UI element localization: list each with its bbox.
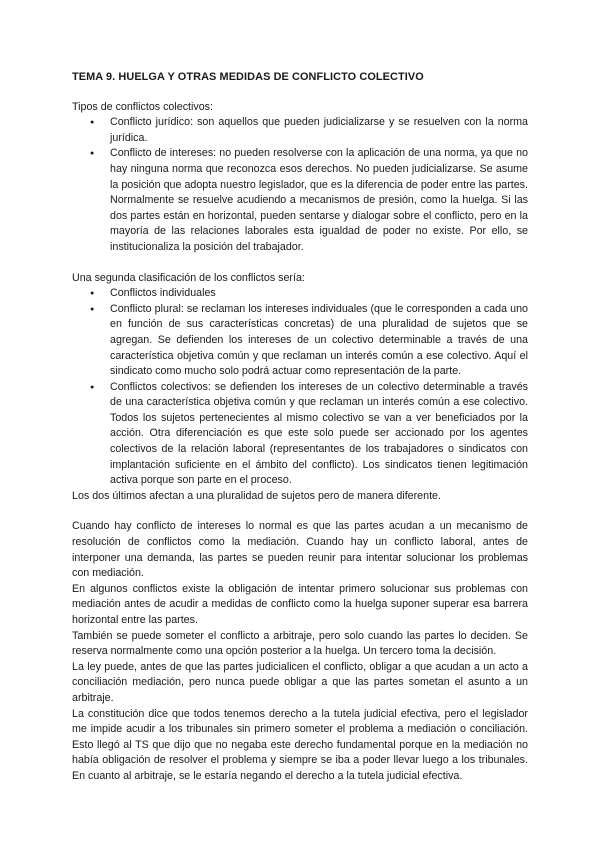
list-item: ● Conflictos colectivos: se defienden los intereses de un colectivo determinable a través de una característica objetiva común y que reclaman un interés común a ese colectivo. Todos los sujetos pertenecientes al mismo colectivo se van a ver beneficiados por la acción. Otra diferenciación es que este solo puede ser accionado por los agentes colectivos de la relación laboral (representantes de los trabajadores o sindicatos con implantación suficiente en el ámbito del conflicto). Los sindicatos tienen legitimación activa porque son parte en el proceso. [110, 380, 528, 489]
list-item: ● Conflicto plural: se reclaman los intereses individuales (que le corresponden a cada uno en función de sus características concretas) de una pluralidad de sujetos que se agregan. Se defienden los intereses de un colectivo determinable a través de una característica objetiva común y que reclaman un interés común a ese colectivo. Aquí el sindicato como mucho solo podrá actuar como representación de la parte. [110, 302, 528, 380]
list-item: ● Conflictos individuales [110, 286, 528, 302]
paragraph: Cuando hay conflicto de intereses lo normal es que las partes acudan a un mecanismo de resolución de conflictos como la mediación. Cuando hay un conflicto laboral, antes de interponer una demanda, las partes se pueden reunir para intentar solucionar los problemas con mediación. [72, 520, 528, 580]
paragraph: La constitución dice que todos tenemos derecho a la tutela judicial efectiva, pero el legislador me impide acudir a los tribunales sin primero someter el problema a mediación o conciliación. Esto llegó al TS que dijo que no negaba este derecho fundamental porque en la mediación no había obligación de resolver el problema y siempre se iba a poder llevar luego a los tribunales. En cuanto al arbitraje, se le estaría negando el derecho a la tutela judicial efectiva. [72, 707, 528, 782]
list-item: ● Conflicto jurídico: son aquellos que pueden judicializarse y se resuelven con la norma jurídica. [110, 115, 528, 146]
section2-outro: Los dos últimos afectan a una pluralidad de sujetos pero de manera diferente. [72, 489, 441, 502]
conflict-classification-list [72, 286, 528, 489]
page-title: TEMA 9. HUELGA Y OTRAS MEDIDAS DE CONFLICTO COLECTIVO [72, 71, 424, 83]
spacer [72, 504, 528, 519]
section2-intro: Una segunda clasificación de los conflictos sería: [72, 271, 305, 284]
paragraph: En algunos conflictos existe la obligación de intentar primero solucionar sus problemas con mediación antes de acudir a medidas de conflicto como la huelga suponer superar esa barrera horizontal entre las partes. [72, 582, 528, 626]
paragraph: También se puede someter el conflicto a arbitraje, pero solo cuando las partes lo deciden. Se reserva normalmente como una opción posterior a la huelga. Un tercero toma la decisión. [72, 629, 528, 658]
conflict-types-list [72, 115, 528, 255]
section1-intro: Tipos de conflictos colectivos: [72, 100, 213, 113]
list-item: ● Conflicto de intereses: no pueden resolverse con la aplicación de una norma, ya que no hay ninguna norma que reconozca esos derechos. No pueden judicializarse. Se asume la posición que adopta nuestro legislador, que es la diferencia de poder entre las partes. Normalmente se resuelve acudiendo a mecanismos de presión, como la huelga. Si las dos partes están en horizontal, pueden sentarse y dialogar sobre el conflicto, pero en la mayoría de las relaciones laborales esta igualdad de poder no existe. Por ello, se institucionaliza la posición del trabajador. [110, 146, 528, 255]
paragraph: La ley puede, antes de que las partes judicialicen el conflicto, obligar a que acudan a un acto a conciliación mediación, pero nunca puede obligar a que las partes sometan el asunto a un arbitraje. [72, 660, 528, 704]
spacer [72, 256, 528, 271]
